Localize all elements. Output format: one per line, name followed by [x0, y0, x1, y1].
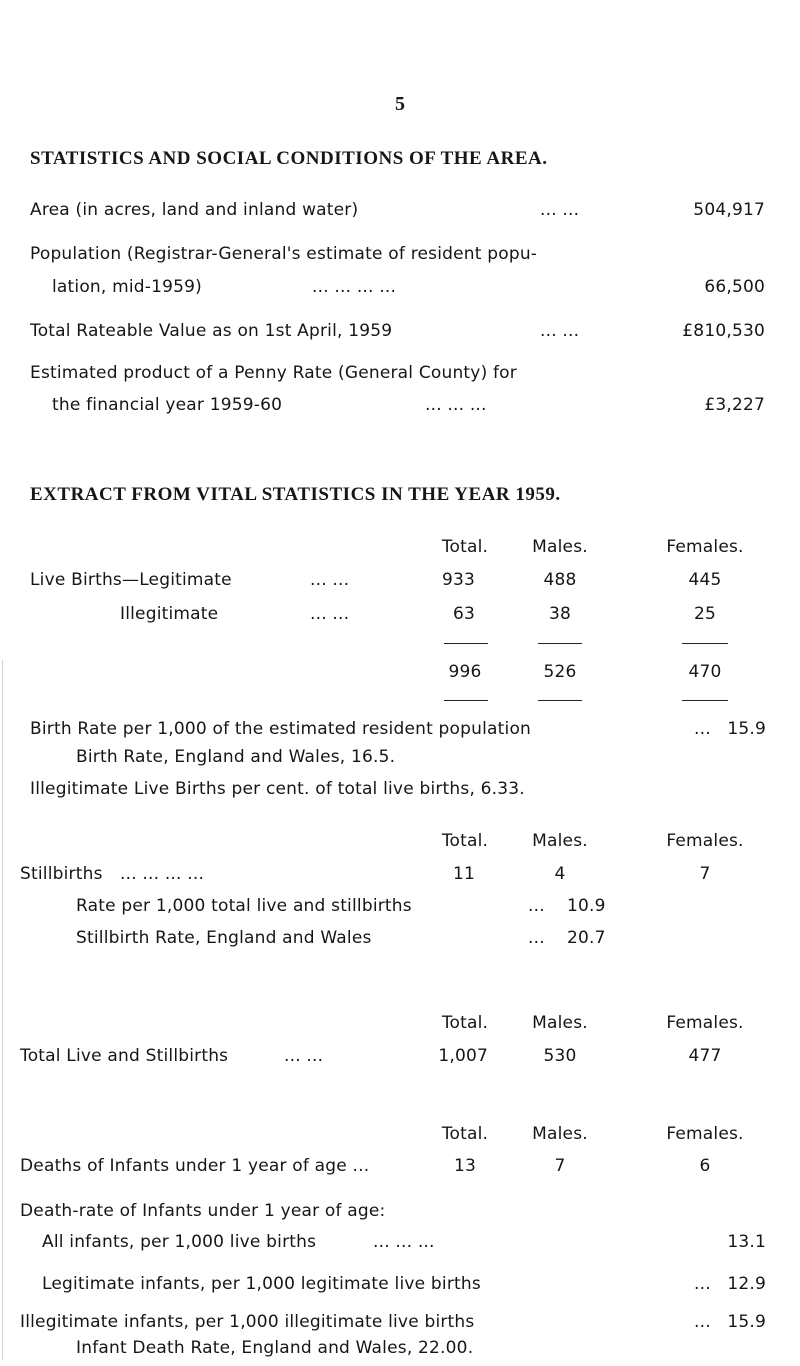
page-number: 5 — [395, 93, 405, 115]
live-births-illegitimate-total: 63 — [452, 604, 475, 624]
penny-rate-dots: ... ... ... — [425, 395, 487, 415]
sum-rule-total-top — [444, 643, 488, 644]
stillbirths-header-total: Total. — [441, 831, 489, 851]
illegitimate-infants-dots: ... — [694, 1312, 711, 1332]
live-births-legitimate-label: Live Births—Legitimate — [30, 570, 232, 590]
penny-rate-value: £3,227 — [704, 395, 765, 415]
penny-rate-label-line2: the financial year 1959-60 — [52, 395, 283, 415]
page-title: STATISTICS AND SOCIAL CONDITIONS OF THE AREA. — [30, 148, 548, 169]
illegitimate-births-percent: Illegitimate Live Births per cent. of total live births, 6.33. — [30, 779, 525, 799]
total-live-still-header-total: Total. — [441, 1013, 489, 1033]
live-births-header-females: Females. — [666, 537, 744, 557]
live-births-sum-total: 996 — [448, 662, 482, 682]
infant-death-rate-national: Infant Death Rate, England and Wales, 22.00. — [76, 1338, 474, 1358]
total-live-still-header-males: Males. — [532, 1013, 588, 1033]
birth-rate-dots: ... — [694, 719, 711, 739]
sum-rule-females-top — [682, 643, 728, 644]
live-births-legitimate-females: 445 — [688, 570, 722, 590]
stillbirths-header-females: Females. — [666, 831, 744, 851]
infant-deaths-total: 13 — [453, 1156, 477, 1176]
area-value: 504,917 — [693, 200, 765, 220]
area-label: Area (in acres, land and inland water) — [30, 200, 359, 220]
legitimate-infants-label: Legitimate infants, per 1,000 legitimate live births — [42, 1274, 481, 1294]
live-births-legitimate-dots: ... ... — [310, 570, 350, 590]
stillbirth-national-label: Stillbirth Rate, England and Wales — [76, 928, 372, 948]
live-births-header-males: Males. — [532, 537, 588, 557]
stillbirths-header-males: Males. — [532, 831, 588, 851]
total-live-still-females: 477 — [688, 1046, 722, 1066]
penny-rate-label-line1: Estimated product of a Penny Rate (General County) for — [30, 363, 517, 383]
total-live-still-label: Total Live and Stillbirths — [20, 1046, 229, 1066]
population-value: 66,500 — [704, 277, 765, 297]
stillbirth-national-value: 20.7 — [567, 928, 606, 948]
scan-margin-line — [2, 660, 3, 1360]
infant-deaths-header-total: Total. — [441, 1124, 489, 1144]
total-live-still-total: 1,007 — [438, 1046, 488, 1066]
rateable-value: £810,530 — [682, 321, 765, 341]
vital-statistics-heading: EXTRACT FROM VITAL STATISTICS IN THE YEAR 1959. — [30, 484, 561, 505]
sum-rule-total-bottom — [444, 700, 488, 701]
stillbirths-dots: ... ... ... ... — [120, 864, 205, 884]
live-births-illegitimate-dots: ... ... — [310, 604, 350, 624]
live-births-legitimate-males: 488 — [543, 570, 577, 590]
infant-deaths-header-females: Females. — [666, 1124, 744, 1144]
stillbirths-total: 11 — [452, 864, 475, 884]
illegitimate-infants-label: Illegitimate infants, per 1,000 illegitimate live births — [20, 1312, 475, 1332]
area-dots: ... ... — [540, 200, 580, 220]
population-label-line1: Population (Registrar-General's estimate of resident popu- — [30, 244, 538, 264]
legitimate-infants-value: 12.9 — [727, 1274, 766, 1294]
stillbirth-rate-dots: ... — [528, 896, 545, 916]
infant-deaths-females: 6 — [699, 1156, 711, 1176]
total-live-still-dots: ... ... — [284, 1046, 324, 1066]
stillbirths-label: Stillbirths — [20, 864, 103, 884]
live-births-legitimate-total: 933 — [441, 570, 475, 590]
total-live-still-males: 530 — [543, 1046, 577, 1066]
sum-rule-males-top — [538, 643, 582, 644]
all-infants-value: 13.1 — [727, 1232, 766, 1252]
all-infants-dots: ... ... ... — [373, 1232, 435, 1252]
stillbirth-national-dots: ... — [528, 928, 545, 948]
population-label-line2: lation, mid-1959) — [52, 277, 203, 297]
birth-rate-label: Birth Rate per 1,000 of the estimated resident population — [30, 719, 532, 739]
rateable-label: Total Rateable Value as on 1st April, 1959 — [30, 321, 393, 341]
live-births-sum-males: 526 — [543, 662, 577, 682]
live-births-illegitimate-males: 38 — [548, 604, 572, 624]
rateable-dots: ... ... — [540, 321, 580, 341]
birth-rate-value: 15.9 — [727, 719, 766, 739]
population-dots: ... ... ... ... — [312, 277, 397, 297]
stillbirth-rate-value: 10.9 — [567, 896, 606, 916]
illegitimate-infants-value: 15.9 — [727, 1312, 766, 1332]
infant-deaths-label: Deaths of Infants under 1 year of age ... — [20, 1156, 370, 1176]
stillbirths-males: 4 — [554, 864, 566, 884]
all-infants-label: All infants, per 1,000 live births — [42, 1232, 317, 1252]
legitimate-infants-dots: ... — [694, 1274, 711, 1294]
sum-rule-males-bottom — [538, 700, 582, 701]
stillbirth-rate-label: Rate per 1,000 total live and stillbirths — [76, 896, 412, 916]
birth-rate-national: Birth Rate, England and Wales, 16.5. — [76, 747, 396, 767]
live-births-sum-females: 470 — [688, 662, 722, 682]
live-births-header-total: Total. — [441, 537, 489, 557]
infant-death-rate-heading: Death-rate of Infants under 1 year of age: — [20, 1201, 386, 1221]
stillbirths-females: 7 — [699, 864, 711, 884]
sum-rule-females-bottom — [682, 700, 728, 701]
live-births-illegitimate-label: Illegitimate — [120, 604, 219, 624]
total-live-still-header-females: Females. — [666, 1013, 744, 1033]
infant-deaths-males: 7 — [554, 1156, 566, 1176]
infant-deaths-header-males: Males. — [532, 1124, 588, 1144]
live-births-illegitimate-females: 25 — [693, 604, 717, 624]
